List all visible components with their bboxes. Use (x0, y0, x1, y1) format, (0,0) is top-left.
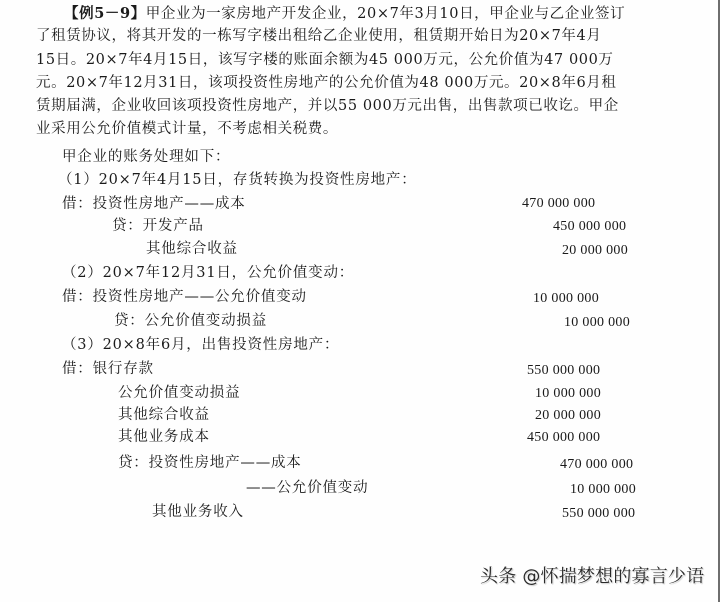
entry-3-line-7: 其他业务收入 (152, 504, 244, 520)
entry-1-amount-2: 450 000 000 (553, 219, 627, 234)
entry-1-amount-3: 20 000 000 (562, 243, 628, 258)
example-paragraph (36, 2, 690, 142)
entry-1-line-1: 借：投资性房地产——成本 (62, 196, 246, 212)
entry-3-amount-3: 20 000 000 (535, 408, 601, 423)
entry-2-line-2: 贷：公允价值变动损益 (114, 313, 267, 329)
entry-2-heading: （2）20×7年12月31日，公允价值变动： (62, 265, 355, 281)
watermark: 头条 @怀揣梦想的寡言少语 (480, 566, 705, 587)
entry-3-line-3: 其他综合收益 (118, 407, 210, 423)
intro-text: 甲企业的账务处理如下： (62, 149, 231, 165)
paragraph-line-3: 15日。20×7年4月15日，该写字楼的账面余额为45 000万元，公允价值为47 000万 (36, 51, 614, 68)
paragraph-line-6: 业采用公允价值模式计量，不考虑相关税费。 (36, 121, 338, 138)
entry-3-amount-1: 550 000 000 (527, 363, 601, 378)
entry-3-line-2: 公允价值变动损益 (118, 385, 241, 401)
paragraph-line-2: 了租赁协议，将其开发的一栋写字楼出租给乙企业使用，租赁期开始日为20×7年4月 (36, 28, 602, 45)
example-label: 【例5－9】 (64, 5, 146, 22)
entry-1-amount-1: 470 000 000 (522, 196, 596, 211)
entry-1-heading: （1）20×7年4月15日，存货转换为投资性房地产： (58, 172, 417, 188)
entry-3-amount-5: 470 000 000 (560, 457, 634, 472)
paragraph-line-5: 赁期届满，企业收回该项投资性房地产，并以55 000万元出售，出售款项已收讫。甲企 (36, 98, 619, 115)
entry-1-line-3: 其他综合收益 (146, 241, 238, 257)
entry-2-line-1: 借：投资性房地产——公允价值变动 (62, 289, 307, 305)
paragraph-line-4: 元。20×7年12月31日，该项投资性房地产的公允价值为48 000万元。20×8年6月租 (36, 74, 617, 91)
entry-3-line-1: 借：银行存款 (62, 361, 154, 377)
paragraph-line-1 (36, 2, 690, 25)
entry-3-heading: （3）20×8年6月，出售投资性房地产： (62, 337, 340, 353)
entry-1-line-2: 贷：开发产品 (112, 218, 204, 234)
entry-2-amount-1: 10 000 000 (533, 291, 599, 306)
entry-3-amount-7: 550 000 000 (562, 506, 636, 521)
entry-3-line-5: 贷：投资性房地产——成本 (118, 455, 302, 471)
entry-3-line-6: ——公允价值变动 (246, 480, 369, 496)
entry-3-line-4: 其他业务成本 (118, 429, 210, 445)
entry-2-amount-2: 10 000 000 (564, 315, 630, 330)
entry-3-amount-6: 10 000 000 (570, 482, 636, 497)
entry-3-amount-4: 450 000 000 (527, 430, 601, 445)
paragraph-line-1-text: 甲企业为一家房地产开发企业，20×7年3月10日，甲企业与乙企业签订 (145, 6, 626, 22)
entry-3-amount-2: 10 000 000 (535, 386, 601, 401)
